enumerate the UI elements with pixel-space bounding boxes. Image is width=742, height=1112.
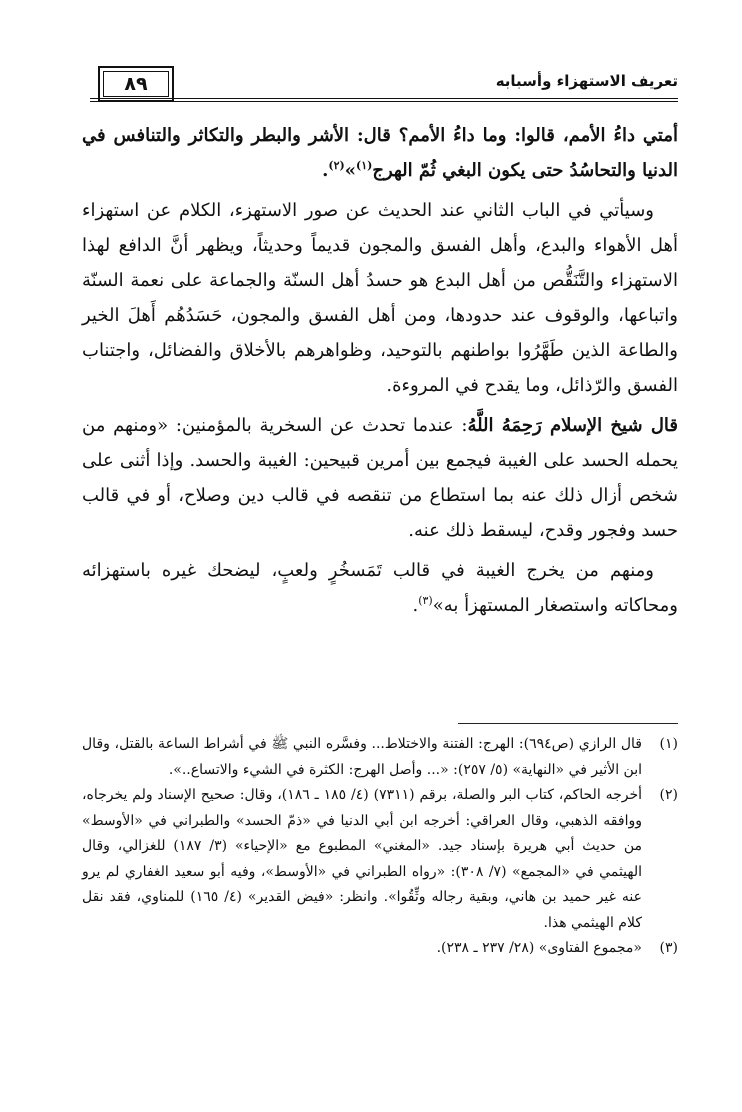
footnote-text: قال الرازي (ص٦٩٤): الهرج: الفتنة والاختلاط... وفسَّره النبي ﷺ في أشراط الساعة بالقتل، وقال ابن الأثير في «النهاية» (٥/ ٢٥٧): «... وأصل الهرج: الكثرة في الشيء والاتساع..». bbox=[82, 736, 642, 778]
footnote-number: (٢) bbox=[659, 787, 678, 803]
sentence-end: . bbox=[412, 595, 419, 616]
footnote-3 bbox=[82, 936, 678, 962]
paragraph-envy: وسيأتي في الباب الثاني عند الحديث عن صور الاستهزء، الكلام عن استهزاء أهل الأهواء والبدع، وأهل الفسق والمجون قديماً وحديثاً، ويظهر أنَّ الدافع لهذا الاستهزاء والتَّنَقُّص من أهل البدع هو حسدُ أهل السنّة والجماعة على نعمة السنّة واتباعها، والوقوف عند حدودها، ومن أهل الفسق والمجون، حَسَدُهُم أَهلَ الخير والطاعة الذين طَهَّرُوا بواطنهم بالتوحيد، وظواهرهم بالأخلاق والفضائل، واجتناب الفسق والرّذائل، وما يقدح في المروءة. bbox=[82, 200, 678, 396]
sentence-end: . bbox=[322, 160, 329, 181]
paragraph-ibn-taymiyya bbox=[82, 408, 678, 548]
hadith-text: أمتي داءُ الأمم، قالوا: وما داءُ الأمم؟ قال: الأشر والبطر والتكاثر والتنافس في الدنيا والتحاسُدُ حتى يكون البغي ثُمّ الهرج bbox=[82, 125, 678, 181]
footnote-ref-3[interactable]: (٣) bbox=[418, 594, 433, 607]
quote-lead: قال شيخ الإسلام رَحِمَهُ اللَّهُ bbox=[467, 415, 679, 436]
quote-text: : عندما تحدث عن السخرية بالمؤمنين: «ومنهم من يحمله الحسد على الغيبة فيجمع بين أمرين قبيحين: الغيبة والحسد. وإذا أثنى على شخص أزال ذلك عنه بما استطاع من تنقصه في قالب دين وصلاح، أو في قالب حسد وفجور وقدح، ليسقط ذلك عنه. bbox=[82, 415, 678, 541]
header-rule bbox=[90, 101, 678, 102]
chapter-title: تعريف الاستهزاء وأسبابه bbox=[495, 72, 678, 90]
footnotes bbox=[82, 732, 678, 962]
quote-close: » bbox=[344, 160, 356, 181]
footnote-text: «مجموع الفتاوى» (٢٨/ ٢٣٧ ـ ٢٣٨). bbox=[436, 940, 642, 956]
page-number-frame bbox=[98, 66, 174, 102]
paragraph-mockery bbox=[82, 553, 678, 623]
footnote-number: (١) bbox=[659, 736, 678, 752]
footnote-2 bbox=[82, 783, 678, 936]
footnote-text: أخرجه الحاكم، كتاب البر والصلة، برقم (٧٣١١) (٤/ ١٨٥ ـ ١٨٦)، وقال: صحيح الإسناد ولم يخرجاه، ووافقه الذهبي، وقال العراقي: أخرجه ابن أبي الدنيا في «ذمّ الحسد» والطبراني في «الأوسط» من حديث أبي هريرة بإسناد جيد. «المغني» المطبوع مع «الإحياء» (٣/ ١٨٧) للغزالي، وقال الهيثمي في «المجمع» (٧/ ٣٠٨): «رواه الطبراني في «الأوسط»، وفيه أبو سعيد الغفاري لم يرو عنه غير حميد بن هاني، وبقية رجاله وثِّقُوا». وانظر: «فيض القدير» (٤/ ١٦٥) للمناوي، فقد نقل كلام الهيثمي هذا. bbox=[82, 787, 643, 931]
footnote-number: (٣) bbox=[659, 940, 678, 956]
paragraph-hadith bbox=[82, 118, 678, 188]
main-text bbox=[82, 118, 678, 623]
running-header bbox=[90, 66, 678, 110]
page-number: ٨٩ bbox=[124, 73, 148, 95]
mockery-text: ومنهم من يخرج الغيبة في قالب تَمَسخُرٍ ولعبٍ، ليضحك غيره باستهزائه ومحاكاته واستصغار المستهزأ به» bbox=[82, 560, 678, 616]
footnote-1 bbox=[82, 732, 678, 783]
header-rule bbox=[90, 98, 678, 99]
footnote-separator bbox=[458, 723, 678, 724]
footnote-ref-2[interactable]: (٢) bbox=[328, 159, 345, 172]
footnote-ref-1[interactable]: (١) bbox=[355, 159, 373, 172]
